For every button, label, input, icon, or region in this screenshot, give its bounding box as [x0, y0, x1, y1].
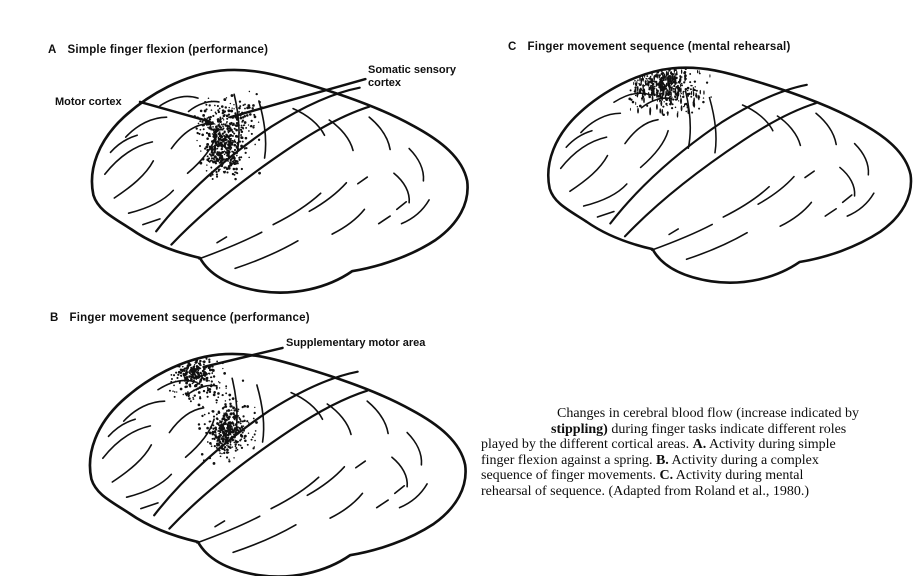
caption-line — [481, 422, 921, 438]
caption-segment: sequence of finger movements. — [481, 468, 660, 483]
panel-b-title: Finger movement sequence (performance) — [69, 312, 310, 324]
caption-line — [481, 406, 921, 422]
caption-line — [481, 468, 921, 484]
panel-c-title: Finger movement sequence (mental rehearsal) — [527, 41, 791, 53]
caption-line — [481, 437, 921, 453]
caption-line — [481, 484, 921, 500]
panel-a-header — [48, 44, 268, 56]
caption-segment: Activity during a complex — [668, 452, 819, 468]
caption-segment: finger flexion against a spring. — [481, 452, 656, 468]
panel-c-header — [508, 41, 790, 53]
caption-line — [481, 453, 921, 469]
panel-b-header — [50, 312, 310, 324]
somatic-sensory-cortex-label: Somatic sensory cortex — [368, 64, 457, 89]
panel-c-letter: C — [508, 41, 517, 53]
panel-a-title: Simple finger flexion (performance) — [67, 44, 269, 56]
panel-a-letter: A — [48, 44, 57, 56]
caption-segment: played by the different cortical areas. — [481, 437, 693, 452]
caption-segment: Changes in cerebral blood flow (increase indicated by — [557, 406, 860, 421]
panel-b-letter: B — [50, 312, 59, 324]
supplementary-motor-area-label: Supplementary motor area — [286, 337, 426, 349]
motor-cortex-label: Motor cortex — [55, 96, 122, 108]
caption-segment: Activity during simple — [706, 437, 836, 452]
caption-segment: during finger tasks indicate different roles — [607, 421, 847, 437]
caption-bold-segment: B. — [655, 452, 669, 468]
caption-segment: Activity during mental — [673, 468, 804, 483]
caption-segment: rehearsal of sequence. (Adapted from Roland et al., 1980.) — [481, 483, 810, 499]
caption-bold-segment: A. — [692, 437, 707, 452]
brain-illustration-c — [533, 60, 919, 285]
brain-illustration-b — [74, 346, 474, 576]
brain-illustration-a — [76, 62, 476, 295]
figure-caption — [481, 406, 921, 499]
caption-bold-segment: C. — [659, 468, 674, 483]
caption-bold-segment: stippling) — [551, 421, 608, 437]
